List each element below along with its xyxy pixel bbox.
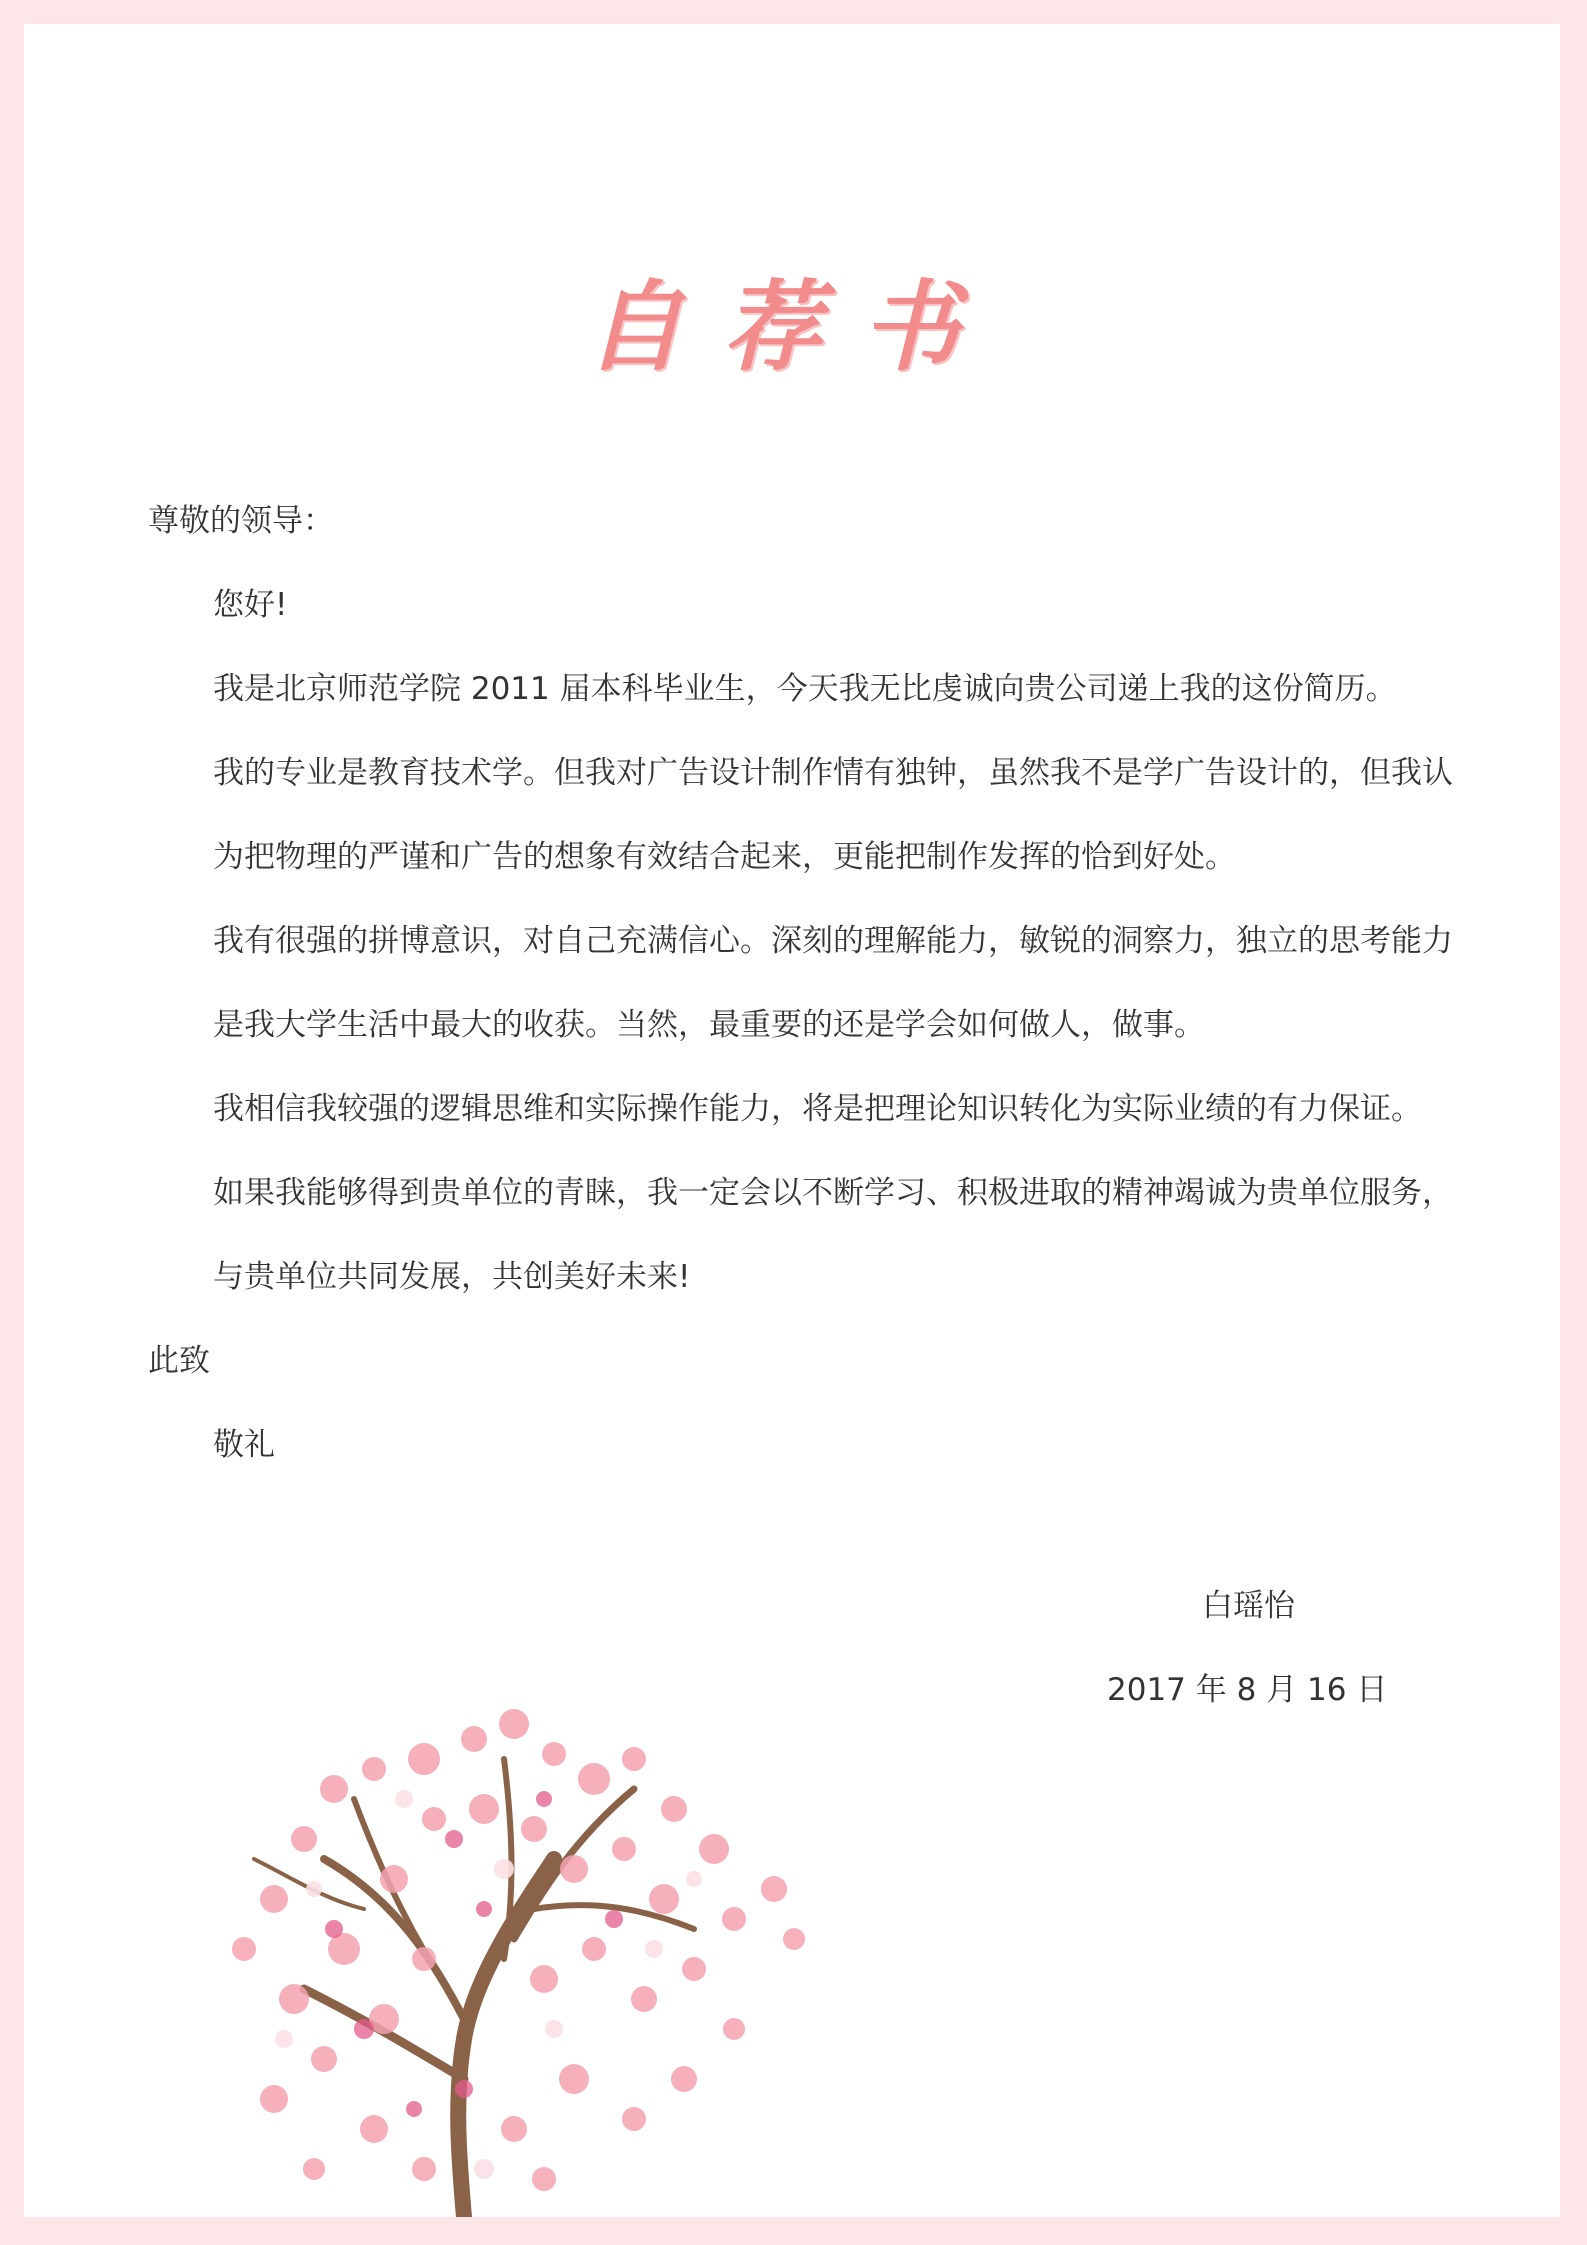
letter-page [24,24,1560,2217]
paragraph: 如果我能够得到贵单位的青睐，我一定会以不断学习、积极进取的精神竭诚为贵单位服务，与贵单位共同发展，共创美好未来! [213,1175,1453,1295]
page-title: 自荐书 [584,270,999,385]
paragraph: 我有很强的拼博意识，对自己充满信心。深刻的理解能力，敏锐的洞察力，独立的思考能力是我大学生活中最大的收获。当然，最重要的还是学会如何做人，做事。 [213,923,1453,1043]
closing-regards: 敬礼 [213,1427,275,1463]
paragraph: 我相信我较强的逻辑思维和实际操作能力，将是把理论知识转化为实际业绩的有力保证。 [213,1091,1422,1127]
paragraph: 我的专业是教育技术学。但我对广告设计制作情有独钟，虽然我不是学广告设计的，但我认为把物理的严谨和广告的想象有效结合起来，更能把制作发挥的恰到好处。 [213,755,1453,875]
signature-name: 白瑶怡 [1202,1588,1295,1624]
paragraph: 我是北京师范学院 2011 届本科毕业生，今天我无比虔诚向贵公司递上我的这份简历。 [213,671,1397,707]
signature-date: 2017 年 8 月 16 日 [1107,1672,1388,1708]
letter-body [148,479,1468,1487]
closing-line: 此致 [148,1343,210,1379]
greeting: 您好! [213,587,288,623]
cherry-blossom-tree-illustration [214,1699,854,2217]
salutation: 尊敬的领导： [148,503,334,539]
